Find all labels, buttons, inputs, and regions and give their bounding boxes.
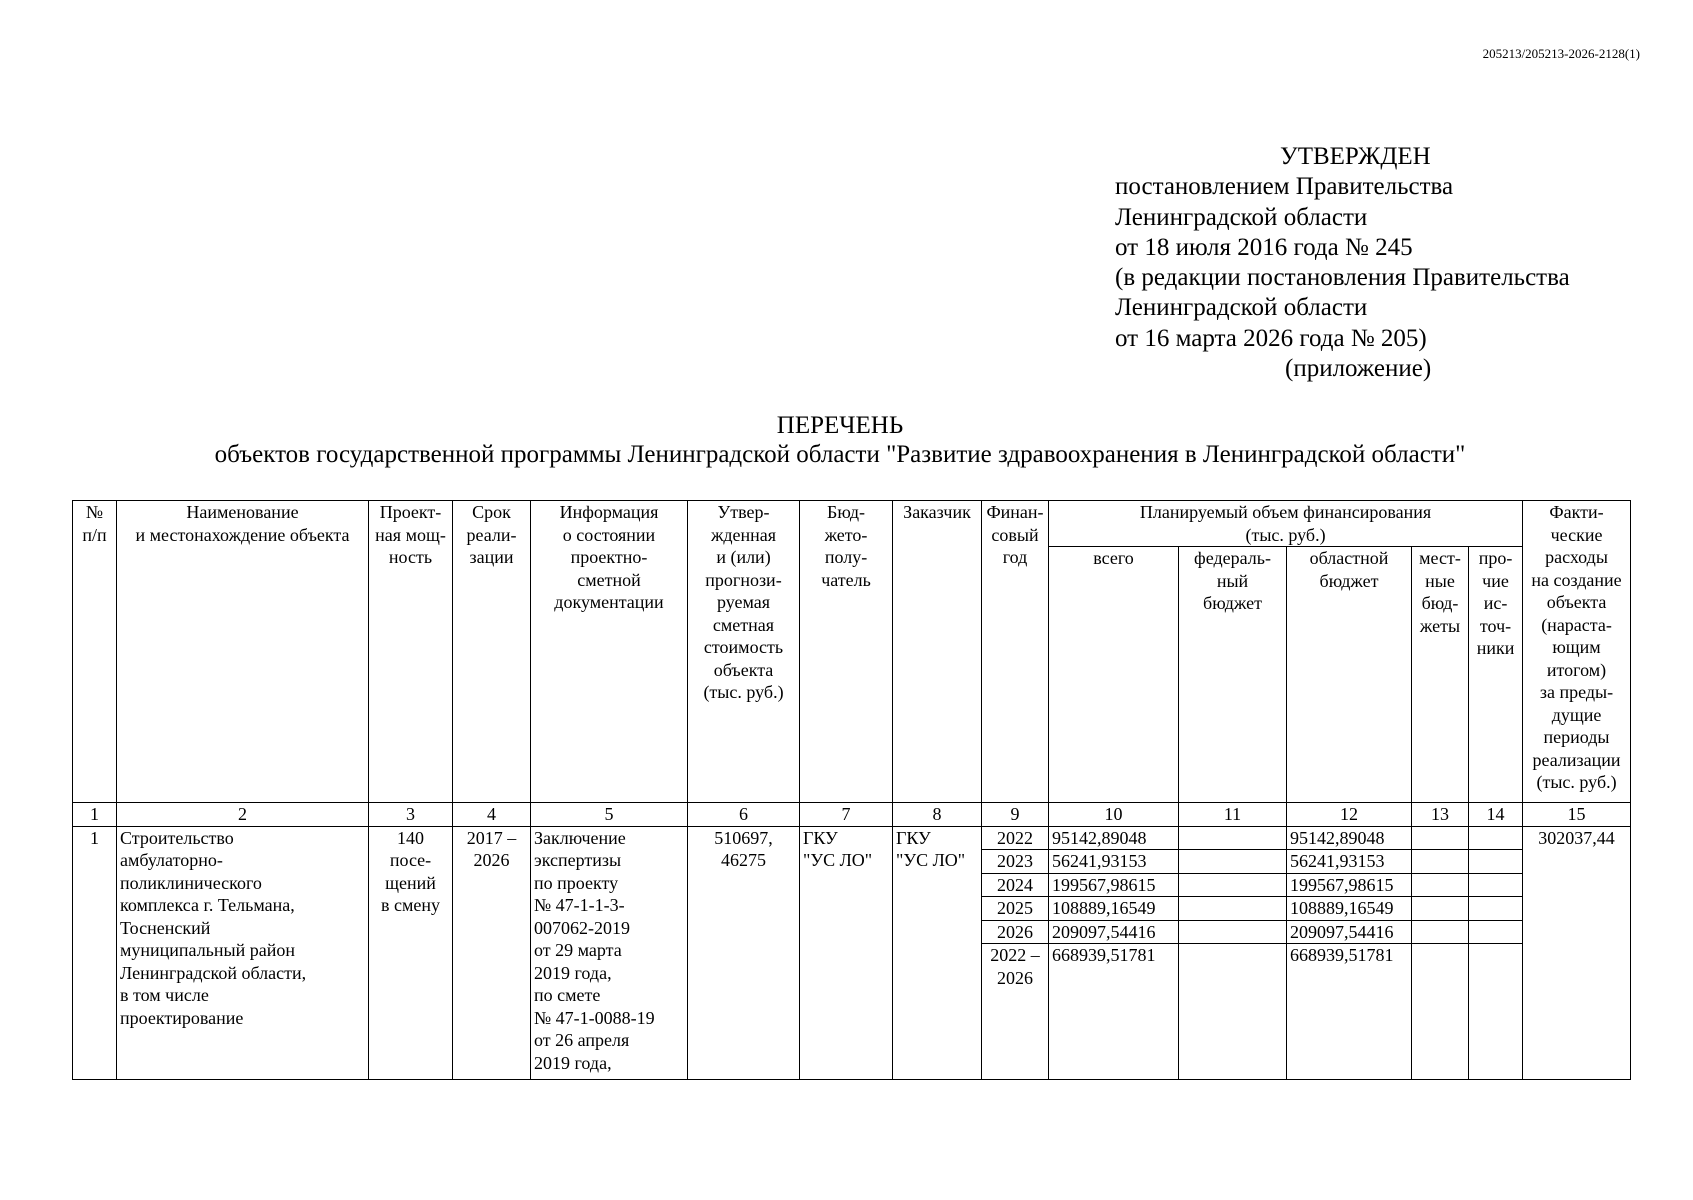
column-number: 5 bbox=[531, 803, 688, 827]
column-number: 10 bbox=[1049, 803, 1179, 827]
header-customer: Заказчик bbox=[893, 501, 982, 803]
total-amount: 95142,89048 bbox=[1049, 826, 1179, 850]
regional-amount: 108889,16549 bbox=[1287, 897, 1412, 921]
approval-line: постановлением Правительства bbox=[1115, 173, 1454, 201]
header-fin-year: Финан- совый год bbox=[982, 501, 1049, 803]
local-amount bbox=[1412, 920, 1469, 944]
header-recipient: Бюд- жето- полу- чатель bbox=[800, 501, 893, 803]
object-capacity: 140 посе- щений в смену bbox=[369, 826, 453, 1080]
column-number: 14 bbox=[1469, 803, 1523, 827]
local-amount bbox=[1412, 897, 1469, 921]
header-other: про- чие ис- точ- ники bbox=[1469, 547, 1523, 803]
approval-line: Ленинградской области bbox=[1115, 294, 1368, 322]
regional-amount: 56241,93153 bbox=[1287, 850, 1412, 874]
header-actual-expenses: Факти- ческие расходы на создание объекта (нараста- ющим итогом) за преды- дущие периоды реализации (тыс. руб.) bbox=[1523, 501, 1631, 803]
total-amount: 108889,16549 bbox=[1049, 897, 1179, 921]
column-number: 15 bbox=[1523, 803, 1631, 827]
header-total: всего bbox=[1049, 547, 1179, 803]
column-number: 3 bbox=[369, 803, 453, 827]
federal-amount bbox=[1179, 850, 1287, 874]
header-planned-financing: Планируемый объем финансирования (тыс. руб.) bbox=[1049, 501, 1523, 547]
other-amount bbox=[1469, 850, 1523, 874]
fin-year: 2025 bbox=[982, 897, 1049, 921]
header-local: мест- ные бюд- жеты bbox=[1412, 547, 1469, 803]
other-amount bbox=[1469, 873, 1523, 897]
approval-line: (в редакции постановления Правительства bbox=[1115, 264, 1570, 292]
header-capacity: Проект- ная мощ- ность bbox=[369, 501, 453, 803]
regional-amount: 199567,98615 bbox=[1287, 873, 1412, 897]
header-num: № п/п bbox=[73, 501, 117, 803]
other-amount bbox=[1469, 920, 1523, 944]
federal-amount bbox=[1179, 826, 1287, 850]
local-amount bbox=[1412, 850, 1469, 874]
federal-amount bbox=[1179, 873, 1287, 897]
federal-amount bbox=[1179, 944, 1287, 1080]
column-number: 6 bbox=[688, 803, 800, 827]
fin-year: 2023 bbox=[982, 850, 1049, 874]
other-amount bbox=[1469, 897, 1523, 921]
regional-amount: 95142,89048 bbox=[1287, 826, 1412, 850]
approval-title: УТВЕРЖДЕН bbox=[1280, 143, 1431, 170]
object-name: Строительство амбулаторно- поликлинического комплекса г. Тельмана, Тосненский муниципальный район Ленинградской области, в том числе проектирование bbox=[117, 826, 369, 1080]
document-id: 205213/205213-2026-2128(1) bbox=[1482, 46, 1640, 61]
column-number: 11 bbox=[1179, 803, 1287, 827]
federal-amount bbox=[1179, 920, 1287, 944]
local-amount bbox=[1412, 944, 1469, 1080]
approval-block bbox=[1115, 142, 1675, 384]
document-title: ПЕРЕЧЕНЬ bbox=[776, 412, 904, 439]
column-number: 2 bbox=[117, 803, 369, 827]
approval-line: от 16 марта 2026 года № 205) bbox=[1115, 324, 1427, 352]
column-number: 7 bbox=[800, 803, 893, 827]
total-amount: 56241,93153 bbox=[1049, 850, 1179, 874]
column-number: 9 bbox=[982, 803, 1049, 827]
header-term: Срок реали- зации bbox=[453, 501, 531, 803]
actual-expenses: 302037,44 bbox=[1523, 826, 1631, 1080]
fin-year: 2022 bbox=[982, 826, 1049, 850]
object-recipient: ГКУ "УС ЛО" bbox=[800, 826, 893, 1080]
column-number: 8 bbox=[893, 803, 982, 827]
document-subtitle: объектов государственной программы Ленинградской области "Развитие здравоохранения в Ленинградской области" bbox=[214, 441, 1466, 468]
row-num: 1 bbox=[73, 826, 117, 1080]
table-row bbox=[73, 826, 1631, 850]
local-amount bbox=[1412, 826, 1469, 850]
header-federal: федераль- ный бюджет bbox=[1179, 547, 1287, 803]
object-customer: ГКУ "УС ЛО" bbox=[893, 826, 982, 1080]
local-amount bbox=[1412, 873, 1469, 897]
object-docs-info: Заключение экспертизы по проекту № 47-1-1-3- 007062-2019 от 29 марта 2019 года, по смете № 47-1-0088-19 от 26 апреля 2019 года, bbox=[531, 826, 688, 1080]
total-amount: 209097,54416 bbox=[1049, 920, 1179, 944]
approval-appendix: (приложение) bbox=[1285, 355, 1432, 383]
federal-amount bbox=[1179, 897, 1287, 921]
column-number: 12 bbox=[1287, 803, 1412, 827]
total-amount: 668939,51781 bbox=[1049, 944, 1179, 1080]
fin-year: 2024 bbox=[982, 873, 1049, 897]
column-numbers-row bbox=[73, 803, 1631, 827]
header-cost: Утвер- жденная и (или) прогнози- руемая сметная стоимость объекта (тыс. руб.) bbox=[688, 501, 800, 803]
document-heading bbox=[0, 411, 1680, 469]
fin-year: 2026 bbox=[982, 920, 1049, 944]
column-number: 13 bbox=[1412, 803, 1469, 827]
approval-line: от 18 июля 2016 года № 245 bbox=[1115, 233, 1413, 261]
column-number: 4 bbox=[453, 803, 531, 827]
fin-year: 2022 – 2026 bbox=[982, 944, 1049, 1080]
other-amount bbox=[1469, 944, 1523, 1080]
header-regional: областной бюджет bbox=[1287, 547, 1412, 803]
other-amount bbox=[1469, 826, 1523, 850]
regional-amount: 668939,51781 bbox=[1287, 944, 1412, 1080]
objects-table bbox=[72, 500, 1631, 1080]
header-name: Наименование и местонахождение объекта bbox=[117, 501, 369, 803]
total-amount: 199567,98615 bbox=[1049, 873, 1179, 897]
object-cost: 510697, 46275 bbox=[688, 826, 800, 1080]
approval-line: Ленинградской области bbox=[1115, 203, 1368, 231]
object-term: 2017 – 2026 bbox=[453, 826, 531, 1080]
column-number: 1 bbox=[73, 803, 117, 827]
regional-amount: 209097,54416 bbox=[1287, 920, 1412, 944]
header-docs-info: Информация о состоянии проектно- сметной документации bbox=[531, 501, 688, 803]
header-row bbox=[73, 501, 1631, 547]
